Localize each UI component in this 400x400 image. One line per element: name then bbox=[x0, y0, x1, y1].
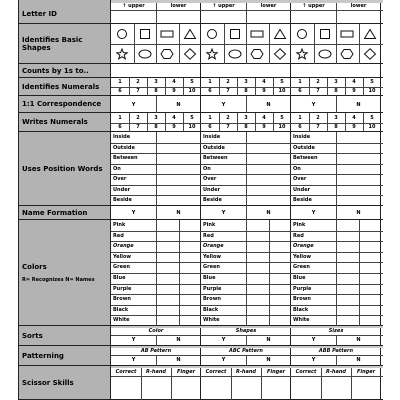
color-word: Red bbox=[293, 232, 304, 239]
numeral-cell: 10 bbox=[368, 124, 376, 130]
circle-icon bbox=[115, 28, 129, 40]
letter-case-label: lower bbox=[260, 3, 277, 9]
position-word: Inside bbox=[203, 134, 221, 140]
cell-rule bbox=[111, 315, 383, 316]
square-icon bbox=[228, 28, 242, 40]
position-word: Over bbox=[203, 176, 217, 183]
numeral-cell: 2 bbox=[136, 115, 140, 121]
numeral-cell: 10 bbox=[368, 88, 376, 94]
row-label bbox=[18, 0, 111, 23]
yes-cell: Y bbox=[311, 337, 316, 343]
numeral-cell: 3 bbox=[244, 115, 248, 121]
letter-case-label: ↑ upper bbox=[212, 3, 235, 9]
color-word: White bbox=[113, 317, 130, 324]
oval-icon bbox=[228, 48, 242, 60]
numeral-cell: 10 bbox=[188, 124, 196, 130]
numeral-cell: 5 bbox=[190, 115, 194, 121]
no-cell: N bbox=[266, 102, 271, 108]
yes-cell: Y bbox=[311, 357, 316, 363]
row-label-text: Sorts bbox=[22, 331, 43, 340]
position-word: Beside bbox=[203, 197, 222, 204]
position-word: Under bbox=[293, 186, 311, 193]
cell-rule bbox=[111, 262, 383, 263]
numeral-cell: 6 bbox=[298, 124, 302, 130]
cell-rule bbox=[111, 44, 383, 45]
row-label-text: Patterning bbox=[22, 351, 64, 360]
no-cell: N bbox=[356, 102, 361, 108]
cell-rule bbox=[111, 123, 383, 124]
cell-rule bbox=[111, 195, 383, 196]
row-letter-id bbox=[18, 0, 383, 24]
row-position-words bbox=[18, 132, 383, 206]
numeral-cell: 6 bbox=[298, 88, 302, 94]
numeral-cell: 9 bbox=[172, 88, 176, 94]
numeral-cell: 5 bbox=[190, 79, 194, 85]
numeral-cell: 4 bbox=[172, 115, 176, 121]
numeral-cell: 7 bbox=[316, 124, 320, 130]
yes-cell: Y bbox=[131, 210, 136, 216]
no-cell: N bbox=[176, 210, 181, 216]
no-cell: N bbox=[176, 337, 181, 343]
numeral-cell: 9 bbox=[262, 124, 266, 130]
numeral-cell: 1 bbox=[208, 79, 212, 85]
numeral-cell: 7 bbox=[226, 88, 230, 94]
row-identifies-numerals bbox=[18, 78, 383, 96]
row-label bbox=[18, 132, 111, 205]
numeral-cell: 3 bbox=[334, 79, 338, 85]
numeral-cell: 6 bbox=[118, 124, 122, 130]
row-label bbox=[18, 96, 111, 112]
color-word: Brown bbox=[203, 296, 221, 303]
star-icon bbox=[205, 48, 219, 60]
sort-criterion: Sizes bbox=[328, 328, 344, 334]
numeral-cell: 3 bbox=[154, 79, 158, 85]
cell-rule bbox=[111, 305, 383, 306]
row-label-text: Uses Position Words bbox=[22, 164, 103, 173]
circle-icon bbox=[205, 28, 219, 40]
row-label bbox=[18, 220, 111, 325]
cell-rule bbox=[111, 335, 383, 336]
color-word: White bbox=[203, 317, 220, 324]
numeral-cell: 4 bbox=[352, 115, 356, 121]
numeral-cell: 5 bbox=[280, 79, 284, 85]
diamond-icon bbox=[183, 48, 197, 60]
pattern-type: ABC Pattern bbox=[228, 348, 263, 354]
cell-rule bbox=[111, 10, 383, 11]
hexagon-icon bbox=[160, 48, 174, 60]
letter-case-label: ↑ upper bbox=[302, 3, 325, 9]
numeral-cell: 2 bbox=[136, 79, 140, 85]
no-cell: N bbox=[176, 357, 181, 363]
numeral-cell: 8 bbox=[154, 124, 158, 130]
position-word: Over bbox=[113, 176, 127, 183]
no-cell: N bbox=[356, 210, 361, 216]
row-label bbox=[18, 24, 111, 63]
numeral-cell: 10 bbox=[188, 88, 196, 94]
color-word: Blue bbox=[203, 275, 216, 281]
scissor-criterion: R-hand bbox=[146, 369, 166, 375]
grey-band bbox=[111, 366, 383, 368]
yes-cell: Y bbox=[131, 357, 136, 363]
position-word: Under bbox=[203, 186, 221, 193]
group-column bbox=[111, 64, 201, 77]
color-word: Purple bbox=[203, 285, 222, 292]
numeral-cell: 9 bbox=[352, 88, 356, 94]
group-column bbox=[201, 64, 291, 77]
color-word: Black bbox=[203, 306, 219, 313]
cell-divider bbox=[336, 3, 337, 24]
row-basic-shapes bbox=[18, 24, 383, 64]
color-word: Green bbox=[203, 264, 220, 271]
row-label bbox=[18, 366, 111, 399]
row-label-text: Writes Numerals bbox=[22, 118, 88, 126]
cell-rule bbox=[111, 241, 383, 242]
scissor-criterion: Finger bbox=[266, 369, 286, 375]
color-word: Green bbox=[113, 264, 130, 271]
numeral-cell: 9 bbox=[352, 124, 356, 130]
color-word: Red bbox=[113, 232, 124, 239]
triangle-icon bbox=[183, 28, 197, 40]
no-cell: N bbox=[266, 337, 271, 343]
scissor-criterion: Finger bbox=[176, 369, 196, 375]
cell-rule bbox=[111, 143, 383, 144]
hexagon-icon bbox=[250, 48, 264, 60]
position-word: Inside bbox=[113, 134, 131, 140]
group-column bbox=[291, 64, 381, 77]
row-writes-numerals bbox=[18, 113, 383, 132]
pattern-type: ABB Pattern bbox=[318, 348, 354, 354]
scissor-criterion: R-hand bbox=[236, 369, 256, 375]
color-word: Pink bbox=[113, 222, 126, 228]
numeral-cell: 2 bbox=[316, 79, 320, 85]
cell-rule bbox=[111, 153, 383, 154]
color-word: Brown bbox=[293, 296, 311, 303]
row-correspondence bbox=[18, 96, 383, 113]
star-icon bbox=[115, 48, 129, 60]
cell-divider bbox=[246, 3, 247, 24]
numeral-cell: 5 bbox=[370, 115, 374, 121]
rectangle-icon bbox=[160, 28, 174, 40]
no-cell: N bbox=[266, 357, 271, 363]
numeral-cell: 10 bbox=[278, 124, 286, 130]
numeral-cell: 6 bbox=[208, 88, 212, 94]
position-word: Outside bbox=[293, 144, 315, 151]
numeral-cell: 2 bbox=[226, 79, 230, 85]
row-label-text: Scissor Skills bbox=[22, 378, 74, 387]
position-word: Beside bbox=[293, 197, 312, 204]
row-label bbox=[18, 346, 111, 365]
color-word: Yellow bbox=[203, 253, 222, 260]
position-word: Inside bbox=[293, 134, 311, 140]
cell-rule bbox=[111, 174, 383, 175]
rectangle-icon bbox=[250, 28, 264, 40]
color-word: Yellow bbox=[293, 253, 312, 260]
numeral-cell: 2 bbox=[316, 115, 320, 121]
diamond-icon bbox=[363, 48, 377, 60]
triangle-icon bbox=[273, 28, 287, 40]
color-word: Pink bbox=[293, 222, 306, 228]
row-colors bbox=[18, 220, 383, 326]
diamond-icon bbox=[273, 48, 287, 60]
color-word: Red bbox=[203, 232, 214, 239]
numeral-cell: 6 bbox=[208, 124, 212, 130]
row-label-text: Colors bbox=[22, 262, 47, 271]
row-label-text: 1:1 Correspondence bbox=[22, 100, 102, 108]
row-counts bbox=[18, 64, 383, 78]
row-name-formation bbox=[18, 206, 383, 220]
position-word: Outside bbox=[203, 144, 225, 151]
color-word: Black bbox=[293, 306, 309, 313]
triangle-icon bbox=[363, 28, 377, 40]
numeral-cell: 9 bbox=[262, 88, 266, 94]
cell-rule bbox=[111, 376, 383, 377]
oval-icon bbox=[318, 48, 332, 60]
row-label-text: Letter ID bbox=[22, 10, 57, 18]
position-word: Outside bbox=[113, 144, 135, 151]
assessment-sheet bbox=[18, 0, 383, 400]
yes-cell: Y bbox=[311, 210, 316, 216]
color-word: White bbox=[293, 317, 310, 324]
scissor-criterion: Correct bbox=[115, 369, 137, 375]
position-word: Over bbox=[293, 176, 307, 183]
row-label bbox=[18, 326, 111, 345]
no-cell: N bbox=[356, 337, 361, 343]
letter-case-label: lower bbox=[170, 3, 187, 9]
cell-rule bbox=[111, 355, 383, 356]
scissor-criterion: Correct bbox=[295, 369, 317, 375]
yes-cell: Y bbox=[221, 210, 226, 216]
square-icon bbox=[138, 28, 152, 40]
color-word: Black bbox=[113, 306, 129, 313]
row-label bbox=[18, 78, 111, 95]
color-word: Blue bbox=[293, 275, 306, 281]
cell-rule bbox=[111, 231, 383, 232]
numeral-cell: 3 bbox=[154, 115, 158, 121]
row-label-text: Identifies Basic Shapes bbox=[22, 35, 83, 52]
row-scissor-skills bbox=[18, 366, 383, 400]
numeral-cell: 5 bbox=[280, 115, 284, 121]
yes-cell: Y bbox=[311, 102, 316, 108]
position-word: On bbox=[293, 165, 301, 172]
row-patterning bbox=[18, 346, 383, 366]
position-word: Under bbox=[113, 186, 131, 193]
numeral-cell: 9 bbox=[172, 124, 176, 130]
row-label bbox=[18, 64, 111, 77]
oval-icon bbox=[138, 48, 152, 60]
color-word: Blue bbox=[113, 275, 126, 281]
position-word: Between bbox=[293, 155, 318, 162]
numeral-cell: 4 bbox=[352, 79, 356, 85]
numeral-cell: 8 bbox=[334, 88, 338, 94]
rectangle-icon bbox=[340, 28, 354, 40]
yes-cell: Y bbox=[221, 102, 226, 108]
hexagon-icon bbox=[340, 48, 354, 60]
color-word: Yellow bbox=[113, 253, 132, 260]
cell-rule bbox=[111, 294, 383, 295]
color-word: Purple bbox=[113, 285, 132, 292]
numeral-cell: 1 bbox=[208, 115, 212, 121]
scissor-criterion: Finger bbox=[356, 369, 376, 375]
row-label-text: Counts by 1s to.. bbox=[22, 66, 89, 75]
numeral-cell: 8 bbox=[244, 124, 248, 130]
letter-case-label: lower bbox=[350, 3, 367, 9]
color-word: Brown bbox=[113, 296, 131, 303]
cell-rule bbox=[111, 252, 383, 253]
color-word: Pink bbox=[203, 222, 216, 228]
yes-cell: Y bbox=[221, 337, 226, 343]
color-word: Orange bbox=[113, 243, 134, 250]
scissor-criterion: Correct bbox=[205, 369, 227, 375]
numeral-cell: 2 bbox=[226, 115, 230, 121]
colors-legend: R= Recognizes N= Names bbox=[22, 276, 95, 283]
numeral-cell: 7 bbox=[136, 124, 140, 130]
position-word: Beside bbox=[113, 197, 132, 204]
numeral-cell: 8 bbox=[244, 88, 248, 94]
no-cell: N bbox=[356, 357, 361, 363]
cell-rule bbox=[111, 273, 383, 274]
numeral-cell: 4 bbox=[262, 79, 266, 85]
numeral-cell: 4 bbox=[172, 79, 176, 85]
row-label bbox=[18, 206, 111, 219]
star-icon bbox=[295, 48, 309, 60]
position-word: On bbox=[113, 165, 121, 172]
numeral-cell: 6 bbox=[118, 88, 122, 94]
numeral-cell: 7 bbox=[316, 88, 320, 94]
no-cell: N bbox=[266, 210, 271, 216]
yes-cell: Y bbox=[131, 337, 136, 343]
numeral-cell: 8 bbox=[154, 88, 158, 94]
numeral-cell: 5 bbox=[370, 79, 374, 85]
row-label bbox=[18, 113, 111, 131]
yes-cell: Y bbox=[221, 357, 226, 363]
numeral-cell: 1 bbox=[298, 79, 302, 85]
numeral-cell: 3 bbox=[244, 79, 248, 85]
cell-rule bbox=[111, 284, 383, 285]
yes-cell: Y bbox=[131, 102, 136, 108]
sort-criterion: Color bbox=[148, 328, 164, 334]
numeral-cell: 3 bbox=[334, 115, 338, 121]
circle-icon bbox=[295, 28, 309, 40]
numeral-cell: 10 bbox=[278, 88, 286, 94]
cell-rule bbox=[111, 164, 383, 165]
pattern-type: AB Pattern bbox=[140, 348, 172, 354]
numeral-cell: 4 bbox=[262, 115, 266, 121]
cell-rule bbox=[111, 87, 383, 88]
color-word: Orange bbox=[203, 243, 224, 250]
position-word: Between bbox=[113, 155, 138, 162]
letter-case-label: ↑ upper bbox=[122, 3, 145, 9]
color-word: Green bbox=[293, 264, 310, 271]
numeral-cell: 1 bbox=[118, 79, 122, 85]
position-word: Between bbox=[203, 155, 228, 162]
position-word: On bbox=[203, 165, 211, 172]
row-label-text: Name Formation bbox=[22, 208, 88, 217]
cell-divider bbox=[156, 3, 157, 24]
numeral-cell: 7 bbox=[226, 124, 230, 130]
row-sorts bbox=[18, 326, 383, 346]
numeral-cell: 8 bbox=[334, 124, 338, 130]
cell-rule bbox=[111, 185, 383, 186]
color-word: Orange bbox=[293, 243, 314, 250]
numeral-cell: 1 bbox=[118, 115, 122, 121]
scissor-criterion: R-hand bbox=[326, 369, 346, 375]
numeral-cell: 1 bbox=[298, 115, 302, 121]
numeral-cell: 7 bbox=[136, 88, 140, 94]
square-icon bbox=[318, 28, 332, 40]
color-word: Purple bbox=[293, 285, 312, 292]
row-label-text: Identifies Numerals bbox=[22, 82, 100, 91]
no-cell: N bbox=[176, 102, 181, 108]
sort-criterion: Shapes bbox=[235, 328, 257, 334]
